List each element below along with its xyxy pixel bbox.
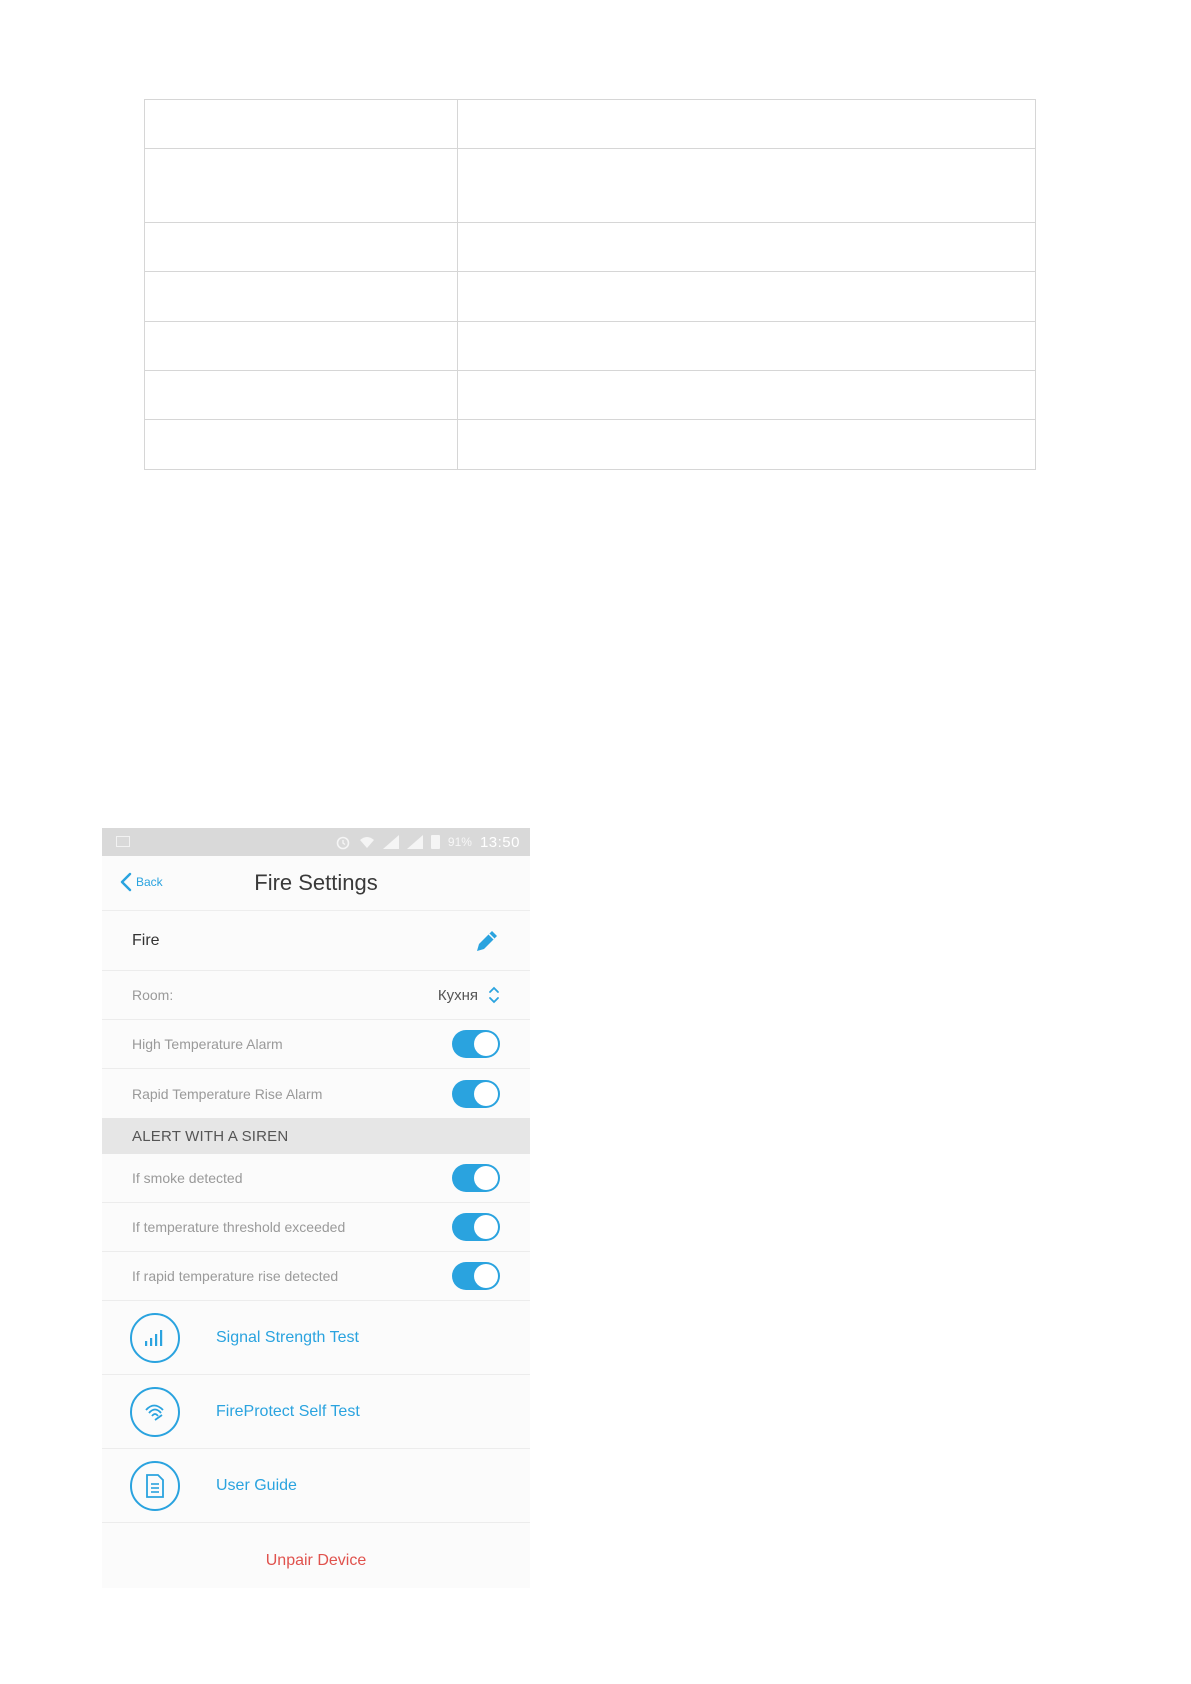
toggle-knob — [474, 1166, 498, 1190]
toggle-label: If temperature threshold exceeded — [132, 1219, 346, 1235]
alarm-clock-icon — [335, 834, 351, 850]
toggle-label: High Temperature Alarm — [132, 1036, 283, 1052]
battery-percent: 91% — [447, 835, 472, 849]
user-guide-button[interactable] — [102, 1449, 530, 1523]
table-cell — [145, 272, 458, 322]
smoke-siren-row — [102, 1154, 530, 1203]
table-cell — [145, 371, 458, 420]
room-label: Room: — [132, 987, 174, 1003]
nav-bar — [102, 856, 530, 911]
wifi-icon — [359, 835, 375, 849]
unpair-device-button[interactable]: Unpair Device — [265, 1552, 367, 1569]
wave-icon — [130, 1387, 180, 1437]
action-label: User Guide — [216, 1476, 297, 1494]
rapid-temperature-rise-alarm-row — [102, 1069, 530, 1118]
room-row[interactable] — [102, 971, 530, 1020]
toggle-label: If rapid temperature rise detected — [132, 1268, 339, 1284]
table-cell — [145, 420, 458, 470]
table-cell — [145, 149, 458, 223]
room-value: Кухня — [437, 986, 478, 1004]
device-name: Fire — [132, 931, 160, 949]
signal-icon — [383, 835, 399, 849]
fireprotect-self-test-button[interactable] — [102, 1375, 530, 1449]
signal-bars-icon — [130, 1313, 180, 1363]
table-row — [145, 420, 1036, 470]
rapid-temperature-rise-alarm-toggle[interactable] — [452, 1080, 500, 1108]
page-title: Fire Settings — [254, 870, 378, 895]
table-cell — [145, 223, 458, 272]
action-label: Signal Strength Test — [216, 1328, 359, 1346]
action-label: FireProtect Self Test — [216, 1402, 360, 1420]
table-row — [145, 371, 1036, 420]
table-cell — [458, 223, 1036, 272]
table-cell — [458, 272, 1036, 322]
table-row — [145, 322, 1036, 371]
signal-icon — [407, 835, 423, 849]
signal-strength-test-button[interactable] — [102, 1301, 530, 1375]
table-cell — [458, 322, 1036, 371]
edit-pencil-icon[interactable] — [474, 928, 500, 954]
toggle-label: If smoke detected — [132, 1170, 243, 1186]
toggle-knob — [474, 1264, 498, 1288]
image-icon — [116, 836, 130, 847]
document-icon — [130, 1461, 180, 1511]
table-cell — [458, 149, 1036, 223]
device-name-row — [102, 911, 530, 971]
table-cell — [458, 100, 1036, 149]
clock: 13:50 — [479, 833, 520, 851]
toggle-label: Rapid Temperature Rise Alarm — [132, 1085, 323, 1102]
empty-table — [144, 99, 1036, 470]
toggle-knob — [474, 1215, 498, 1239]
temperature-threshold-siren-toggle[interactable] — [452, 1213, 500, 1241]
table-row — [145, 149, 1036, 223]
toggle-knob — [474, 1032, 498, 1056]
table-cell — [145, 100, 458, 149]
table-row — [145, 100, 1036, 149]
section-header: ALERT WITH A SIREN — [102, 1118, 530, 1154]
high-temperature-alarm-row — [102, 1020, 530, 1069]
table-row — [145, 223, 1036, 272]
table-cell — [458, 371, 1036, 420]
table-cell — [458, 420, 1036, 470]
rapid-rise-siren-toggle[interactable] — [452, 1262, 500, 1290]
back-label: Back — [136, 875, 163, 889]
battery-icon — [431, 835, 440, 849]
table-row — [145, 272, 1036, 322]
temperature-threshold-siren-row — [102, 1203, 530, 1252]
table-cell — [145, 322, 458, 371]
status-bar — [102, 828, 530, 856]
app-screenshot — [102, 828, 530, 1588]
toggle-knob — [474, 1082, 498, 1106]
smoke-siren-toggle[interactable] — [452, 1164, 500, 1192]
rapid-rise-siren-row — [102, 1252, 530, 1301]
up-down-chevron-icon — [488, 985, 500, 1005]
high-temperature-alarm-toggle[interactable] — [452, 1030, 500, 1058]
